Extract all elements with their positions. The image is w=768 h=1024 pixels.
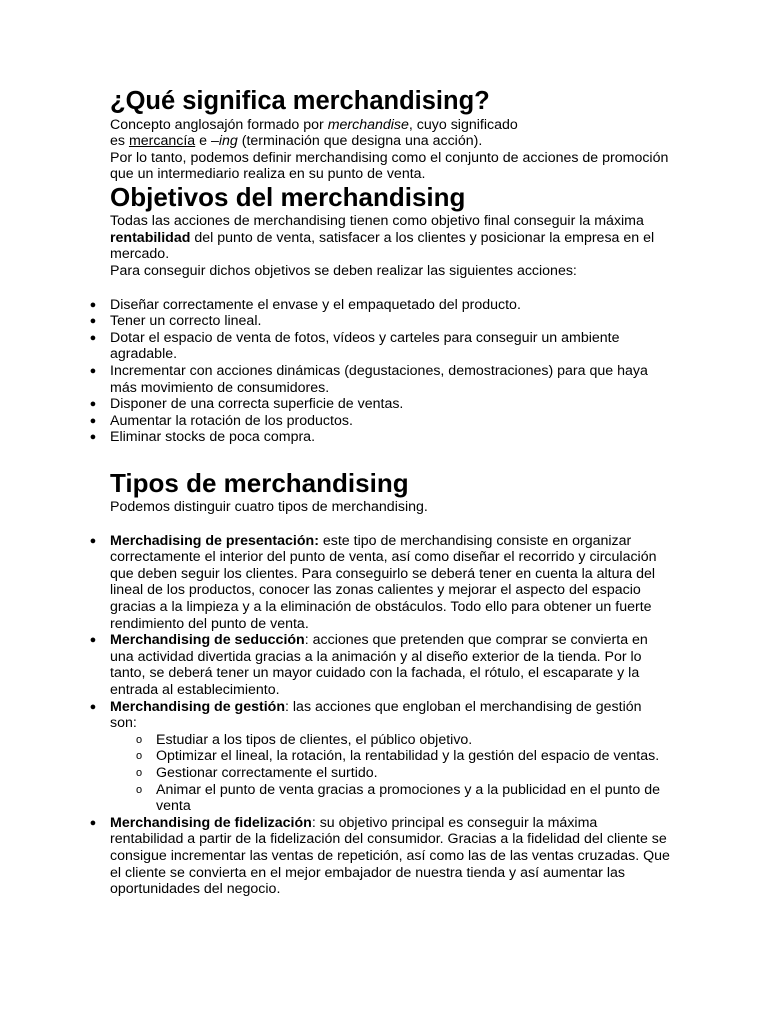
link-mercancia[interactable]: mercancía (128, 133, 196, 150)
list-item-text: Tener un correcto lineal. (110, 313, 262, 330)
text: , cuyo significado (408, 116, 518, 133)
paragraph-objetivos-intro (110, 213, 670, 263)
bullet-icon: ● (89, 364, 97, 377)
text: Todas las acciones de merchandising tienen como objetivo final conseguir la máxima (110, 213, 644, 230)
sublist-item (135, 748, 670, 765)
tipos-list (89, 532, 670, 898)
objetivos-list (89, 296, 670, 446)
list-item-text: Dotar el espacio de venta de fotos, vídeos y carteles para conseguir un ambiente agradable. (110, 329, 620, 363)
dash: – (210, 133, 219, 150)
bullet-icon: ● (89, 398, 97, 411)
type-title: Merchandising de seducción (110, 632, 305, 649)
type-text: : su objetivo principal es conseguir la máxima rentabilidad a partir de la fidelización del consumidor. Gracias a la fidelidad del cliente se consigue incrementar las ventas de repetición, así como las de las ventas cruzadas. Que el cliente se convierta en el mejor embajador de nuestra tienda y así aumentar las oportunidades del negocio. (110, 814, 670, 898)
paragraph-tipos-intro: Podemos distinguir cuatro tipos de merchandising. (110, 499, 428, 516)
circle-bullet-icon: o (135, 783, 143, 796)
heading-objetivos: Objetivos del merchandising (110, 181, 466, 212)
text: e (195, 133, 211, 150)
circle-bullet-icon: o (135, 766, 143, 779)
sublist-item (135, 781, 670, 815)
bullet-icon: ● (89, 816, 97, 829)
bullet-icon: ● (89, 331, 97, 344)
bullet-icon: ● (89, 634, 97, 647)
list-item-presentacion (89, 532, 670, 633)
list-item-text: Eliminar stocks de poca compra. (110, 429, 316, 446)
type-text: este tipo de merchandising consiste en organizar correctamente el interior del punto de venta, así como diseñar el recorrido y circulación que deben seguir los clientes. Para conseguirlo se deberá tener en cuenta la altura del lineal de los productos, conocer las zonas calientes y mejorar el aspecto del espacio gracias a la limpieza y a la eliminación de obstáculos. Todo ello para obtener un fuerte rendimiento del punto de venta. (110, 532, 657, 632)
spacer (110, 516, 670, 533)
sublist-item (135, 764, 670, 782)
list-item (89, 296, 670, 314)
paragraph-significado (110, 133, 670, 150)
sublist-item-text: Estudiar a los tipos de clientes, el público objetivo. (156, 731, 473, 748)
italic-term-merchandise: merchandise (327, 116, 409, 133)
list-item (89, 362, 670, 396)
list-item (89, 429, 670, 446)
list-item-seduccion (89, 632, 670, 698)
text: del punto de venta, satisfacer a los clientes y posicionar la empresa en el mercado. (110, 229, 655, 263)
italic-term-ing: ing (218, 133, 238, 150)
spacer (110, 280, 670, 297)
sublist-item-text: Gestionar correctamente el surtido. (156, 764, 378, 781)
circle-bullet-icon: o (135, 733, 143, 746)
bullet-icon: ● (89, 534, 97, 547)
heading-que-significa: ¿Qué significa merchandising? (110, 87, 490, 115)
circle-bullet-icon: o (135, 750, 143, 763)
heading-tipos: Tipos de merchandising (110, 467, 409, 498)
type-title: Merchadising de presentación: (110, 532, 319, 549)
list-item (89, 329, 670, 363)
list-item-text: Incrementar con acciones dinámicas (degustaciones, demostraciones) para que haya más movimiento de consumidores. (110, 362, 648, 396)
bullet-icon: ● (89, 315, 97, 328)
list-item-text: Diseñar correctamente el envase y el empaquetado del producto. (110, 296, 521, 313)
list-item (89, 396, 670, 413)
text: Concepto anglosajón formado por (110, 116, 328, 133)
bold-term-rentabilidad: rentabilidad (110, 229, 191, 246)
bullet-icon: ● (89, 414, 97, 427)
list-item-gestion (89, 698, 670, 815)
list-item-text: Disponer de una correcta superficie de ventas. (110, 396, 404, 413)
gestion-sublist (135, 731, 670, 815)
sublist-item-text: Optimizar el lineal, la rotación, la rentabilidad y la gestión del espacio de ventas. (156, 748, 660, 765)
text: (terminación que designa una acción). (237, 133, 483, 150)
list-item-fidelizacion (89, 814, 670, 898)
paragraph-definicion: Por lo tanto, podemos definir merchandising como el conjunto de acciones de promoción que un intermediario realiza en su punto de venta. (110, 149, 669, 183)
list-item (89, 412, 670, 430)
type-title: Merchandising de fidelización (110, 814, 312, 831)
list-item (89, 313, 670, 330)
paragraph-acciones-intro: Para conseguir dichos objetivos se deben realizar las siguientes acciones: (110, 262, 577, 279)
bullet-icon: ● (89, 431, 97, 444)
type-text: : acciones que pretenden que comprar se convierta en una actividad divertida gracias a la animación y al diseño exterior de la tienda. Por lo tanto, se deberá tener un mayor cuidado con la fachada, el rótulo, el escaparate y la entrada al establecimiento. (110, 632, 648, 698)
sublist-item-text: Animar el punto de venta gracias a promociones y a la publicidad en el punto de venta (156, 781, 660, 815)
type-text: : las acciones que engloban el merchandising de gestión son: (110, 698, 642, 732)
type-title: Merchandising de gestión (110, 698, 286, 715)
bullet-icon: ● (89, 298, 97, 311)
document-content (89, 86, 670, 898)
text: es (110, 133, 129, 150)
list-item-text: Aumentar la rotación de los productos. (110, 412, 353, 429)
bullet-icon: ● (89, 700, 97, 713)
paragraph-concepto (110, 117, 670, 134)
sublist-item (135, 731, 670, 749)
